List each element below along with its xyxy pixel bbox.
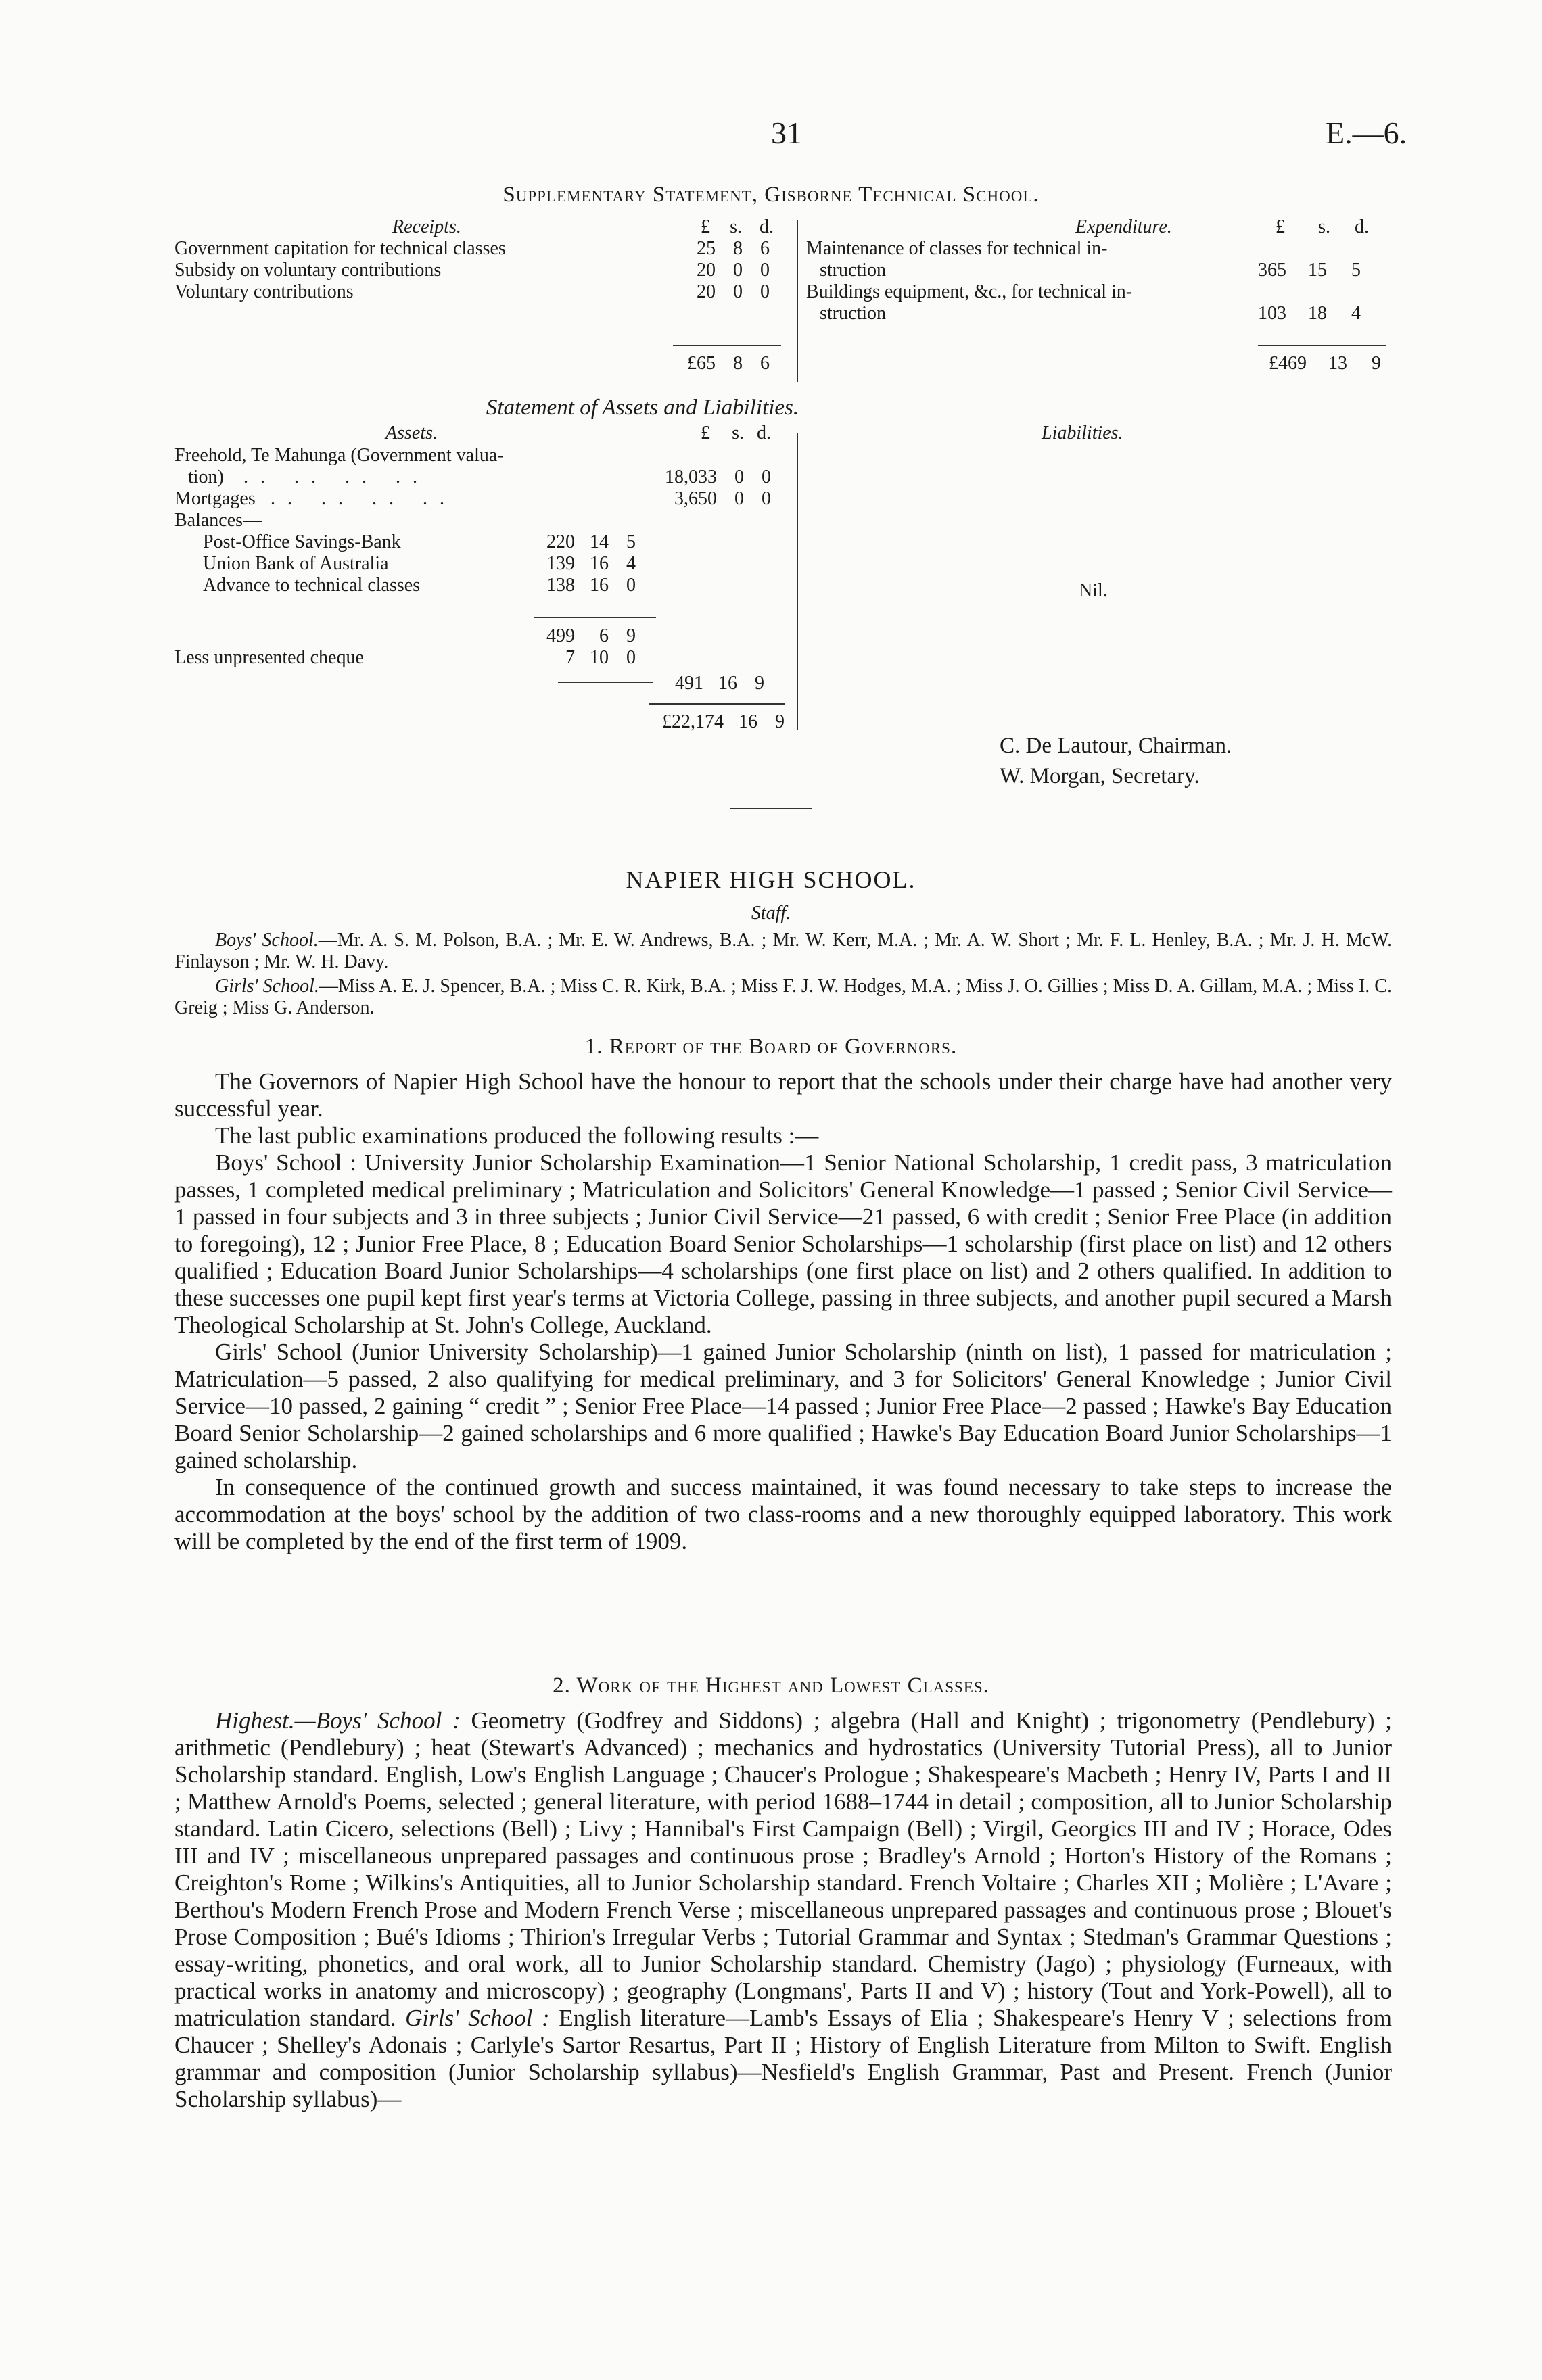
balance-label: Advance to technical classes [203, 575, 421, 596]
paragraph: Girls' School (Junior University Scholarship)—1 gained Junior Scholarship (ninth on list), 1 passed for matriculation ; Matriculation—5 passed, 2 also qualifying for medical preliminary, and 3 for Solicitors' General Knowledge ; Junior Civil Service—10 passed, 2 gaining “ credit ” ; Senior Free Place—14 passed ; Junior Free Place—2 passed ; Hawke's Bay Education Board Senior Scholarship—2 gained scholarships and 6 more qualified ; Hawke's Bay Education Board Junior Scholarships—1 gained scholarship. [174, 1339, 1392, 1473]
balance-shillings: 16 [590, 575, 609, 596]
expenditure-list [806, 238, 1388, 325]
receipt-pounds: 20 [697, 281, 716, 302]
receipt-label: Government capitation for technical classes [174, 238, 506, 259]
mortgages-label: Mortgages [174, 488, 256, 509]
paragraph: Boys' School : University Junior Scholarship Examination—1 Senior National Scholarship, 1 credit pass, 3 matriculation passes, 1 completed medical preliminary ; Matriculation and Solicitors' General Knowledge—1 passed ; Senior Civil Service—1 passed in four subjects and 3 in three subjects ; Junior Civil Service—21 passed, 6 with credit ; Senior Free Place (in addition to foregoing), 12 ; Junior Free Place, 8 ; Education Board Senior Scholarships—1 scholarship (first place on list) and 12 others qualified ; Education Board Junior Scholarships—4 scholarships (one first place on list) and 2 others qualified. In addition to these successes one pupil kept first year's terms at Victoria College, passing in three subjects, and another pupil secured a Marsh Theological Scholarship at St. John's College, Auckland. [174, 1149, 1392, 1338]
expenditure-label-line1: Buildings equipment, &c., for technical in- [806, 281, 1133, 302]
pence-header: d. [1355, 216, 1369, 237]
section1-title: 1. Report of the Board of Governors. [584, 1034, 958, 1059]
receipts-total-shillings: 8 [733, 353, 743, 374]
paragraph: In consequence of the continued growth and success maintained, it was found necessary to take steps to increase the accommodation at the boys' school by the addition of two class-rooms and a new thoroughly equipped laboratory. This work will be completed by the end of the first term of 1909. [174, 1474, 1392, 1554]
less-label: Less unpresented cheque [174, 647, 364, 668]
assets-title: Statement of Assets and Liabilities. [486, 396, 799, 420]
boys-staff-list [174, 930, 1392, 973]
subtotal-pence: 9 [626, 625, 636, 646]
receipts-heading: Receipts. [392, 216, 461, 237]
receipts-total-pounds: £65 [687, 353, 716, 374]
section2-girls-label: Girls' School : [396, 2005, 550, 2031]
receipt-pence: 0 [760, 260, 770, 281]
paragraph: The last public examinations produced the following results :— [215, 1122, 819, 1149]
expenditure-heading: Expenditure. [1075, 216, 1172, 237]
receipts-total-rule [673, 345, 781, 346]
net-pounds: 491 [675, 673, 703, 694]
receipt-label: Voluntary contributions [174, 281, 354, 302]
paragraph [174, 1707, 1392, 2113]
net-pence: 9 [755, 673, 764, 694]
receipt-pounds: 20 [697, 260, 716, 281]
shilling-header: s. [730, 216, 742, 237]
receipts-list [174, 238, 783, 303]
balance-label: Union Bank of Australia [203, 553, 389, 574]
section2-boys-text: Geometry (Godfrey and Siddons) ; algebra (Hall and Knight) ; trigonometry (Pendlebury) ; arithmetic (Pendlebury) ; heat (Stewart's Advanced) ; mechanics and hydrostatics (University Tutorial Press), all to Junior Scholarship standard. English, Low's English Language ; Chaucer's Prologue ; Shakespeare's Macbeth ; Henry IV, Parts I and II ; Matthew Arnold's Poems, selected ; general literature, with period 1688–1744 in detail ; composition, all to Junior Scholarship standard. Latin Cicero, selections (Bell) ; Livy ; Hannibal's First Campaign (Bell) ; Virgil, Georgics III and IV ; Horace, Odes III and IV ; miscellaneous unprepared passages and continuous prose ; Bradley's Arnold ; Horton's History of the Romans ; Creighton's Rome ; Wilkins's Antiquities, all to Junior Scholarship standard. French Voltaire ; Charles XII ; Molière ; L'Avare ; Berthou's Modern French Prose and Modern French Verse ; miscellaneous unprepared passages and continuous prose ; Blouet's Prose Composition ; Bué's Idioms ; Thirion's Irregular Verbs ; Tutorial Grammar and Syntax ; Stedman's Grammar Questions ; essay-writing, phonetics, and oral work, all to Junior Scholarship standard. Chemistry (Jago) ; physiology (Furneaux, with practical works in anatomy and microscopy) ; geography (Longmans', Parts II and V) ; history (Tout and York-Powell), all to matriculation standard. [174, 1707, 1392, 2031]
leader-dots: .. .. .. .. [243, 467, 429, 487]
receipt-pounds: 25 [697, 238, 716, 259]
expenditure-pence: 4 [1351, 303, 1361, 324]
assets-column-divider [797, 433, 798, 730]
expenditure-row [806, 238, 1388, 281]
expenditure-label-line2: struction [820, 303, 886, 324]
pound-header: £ [1276, 216, 1285, 237]
net-balance [649, 673, 764, 694]
receipt-shillings: 0 [733, 260, 743, 281]
receipts-total [648, 353, 770, 375]
expenditure-currency-header [1251, 216, 1386, 238]
grand-total [636, 711, 785, 733]
balance-row [203, 531, 663, 553]
balance-pence: 4 [626, 553, 636, 574]
pound-header: £ [701, 423, 710, 444]
section2-body [174, 1707, 1392, 2113]
mortgages-amount [642, 488, 771, 510]
balance-pounds: 220 [546, 531, 575, 552]
shilling-header: s. [732, 423, 744, 444]
less-pounds: 7 [565, 647, 575, 668]
subtotal-pounds: 499 [546, 625, 575, 646]
section2-girls-text: English literature—Lamb's Essays of Elia ; Shakespeare's Henry V ; selections from Chaucer ; Shelley's Adonais ; Carlyle's Sartor Resartus, Part II ; History of English Literature from Milton to Swift. English grammar and composition (Junior Scholarship syllabus)—Nesfield's English Grammar, Past and Present. French (Junior Scholarship syllabus)— [174, 2005, 1392, 2112]
assets-currency-header [683, 423, 771, 444]
balances-subtotal-rule [534, 617, 656, 618]
page-number: 31 [771, 116, 802, 150]
freehold-amount [642, 467, 771, 488]
expenditure-total [1239, 353, 1381, 375]
expenditure-total-pounds: £469 [1269, 353, 1307, 374]
mortgages-pence: 0 [762, 488, 771, 509]
balance-row [203, 553, 663, 575]
liabilities-value: Nil. [1079, 580, 1108, 601]
section2-title: 2. Work of the Highest and Lowest Classes. [553, 1673, 989, 1698]
section-separator [730, 808, 812, 809]
signatory-secretary: W. Morgan, Secretary. [1000, 764, 1200, 788]
section2-lead: Highest.—Boys' School : [215, 1707, 461, 1734]
boys-staff-label: Boys' School. [215, 930, 319, 951]
grand-total-rule [649, 703, 785, 705]
net-balance-rule [558, 682, 653, 683]
grand-total-pounds: £22,174 [662, 711, 724, 732]
expenditure-pence: 5 [1351, 260, 1361, 281]
mortgages-pounds: 3,650 [674, 488, 717, 509]
subtotal-shillings: 6 [599, 625, 609, 646]
supplementary-title: Supplementary Statement, Gisborne Technical School. [503, 183, 1039, 207]
expenditure-shillings: 18 [1308, 303, 1327, 324]
net-shillings: 16 [718, 673, 737, 694]
expenditure-total-pence: 9 [1372, 353, 1381, 374]
expenditure-label-line2: struction [820, 260, 886, 281]
liabilities-heading: Liabilities. [1042, 423, 1123, 444]
grand-total-shillings: 16 [739, 711, 757, 732]
freehold-pounds: 18,033 [665, 467, 717, 487]
receipt-row [174, 260, 783, 281]
receipts-currency-header [683, 216, 778, 238]
balances-list [203, 531, 663, 596]
balance-label: Post-Office Savings-Bank [203, 531, 401, 552]
expenditure-label-line1: Maintenance of classes for technical in- [806, 238, 1108, 259]
balances-subtotal [528, 625, 636, 647]
expenditure-total-rule [1258, 345, 1386, 346]
less-amount [528, 647, 636, 669]
leader-dots: .. .. .. .. [271, 488, 457, 509]
expenditure-pounds: 103 [1258, 303, 1286, 324]
receipt-row [174, 281, 783, 303]
boys-staff-names: —Mr. A. S. M. Polson, B.A. ; Mr. E. W. Andrews, B.A. ; Mr. W. Kerr, M.A. ; Mr. A. W. Short ; Mr. F. L. Henley, B.A. ; Mr. J. H. McW. Finlayson ; Mr. W. H. Davy. [174, 930, 1393, 972]
girls-staff-list [174, 976, 1392, 1019]
expenditure-pounds: 365 [1258, 260, 1286, 281]
staff-heading: Staff. [751, 903, 791, 924]
receipt-pence: 6 [760, 238, 770, 259]
grand-total-pence: 9 [775, 711, 785, 732]
girls-staff-names: —Miss A. E. J. Spencer, B.A. ; Miss C. R. Kirk, B.A. ; Miss F. J. W. Hodges, M.A. ; Miss J. O. Gillies ; Miss D. A. Gillam, M.A. ; Miss I. C. Greig ; Miss G. Anderson. [174, 976, 1392, 1018]
pence-header: d. [760, 216, 774, 237]
expenditure-shillings: 15 [1308, 260, 1327, 281]
receipt-label: Subsidy on voluntary contributions [174, 260, 442, 281]
less-pence: 0 [626, 647, 636, 668]
balance-shillings: 16 [590, 553, 609, 574]
column-divider [797, 220, 798, 382]
receipt-pence: 0 [760, 281, 770, 302]
receipts-total-pence: 6 [760, 353, 770, 374]
document-reference: E.—6. [1326, 116, 1407, 150]
balance-pence: 5 [626, 531, 636, 552]
expenditure-total-shillings: 13 [1328, 353, 1347, 374]
pence-header: d. [757, 423, 771, 444]
less-shillings: 10 [590, 647, 609, 668]
receipt-shillings: 0 [733, 281, 743, 302]
girls-staff-label: Girls' School. [215, 976, 319, 997]
balance-shillings: 14 [590, 531, 609, 552]
signatory-chairman: C. De Lautour, Chairman. [1000, 734, 1232, 758]
balances-label: Balances— [174, 510, 262, 531]
balance-row [203, 575, 663, 596]
pound-header: £ [701, 216, 710, 237]
freehold-pence: 0 [762, 467, 771, 487]
shilling-header: s. [1318, 216, 1330, 237]
balance-pounds: 138 [546, 575, 575, 596]
freehold-line1: Freehold, Te Mahunga (Government valua- [174, 445, 504, 466]
receipt-shillings: 8 [733, 238, 743, 259]
paragraph: The Governors of Napier High School have the honour to report that the schools under their charge have had another very successful year. [174, 1068, 1392, 1122]
receipt-row [174, 238, 783, 260]
balance-pounds: 139 [546, 553, 575, 574]
freehold-line2: tion) [188, 467, 224, 487]
napier-title: NAPIER HIGH SCHOOL. [626, 866, 916, 893]
expenditure-row [806, 281, 1388, 325]
freehold-shillings: 0 [734, 467, 744, 487]
section1-body [174, 1068, 1392, 1555]
balance-pence: 0 [626, 575, 636, 596]
assets-heading: Assets. [386, 423, 438, 444]
mortgages-shillings: 0 [734, 488, 744, 509]
